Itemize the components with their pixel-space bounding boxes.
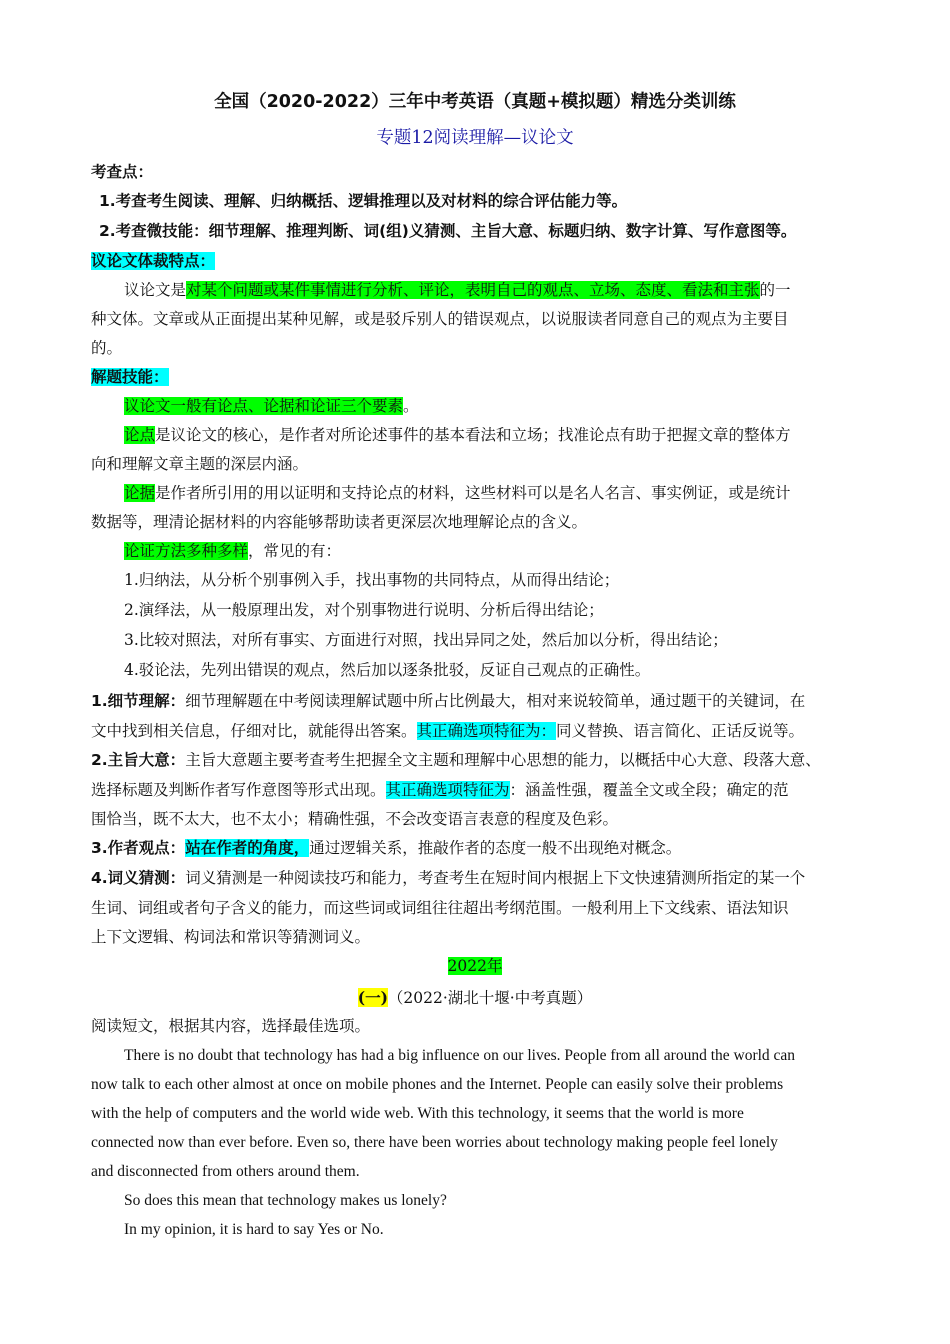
method-item-3: 3.比较对照法，对所有事实、方面进行对照，找出异同之处，然后加以分析，得出结论； (124, 631, 728, 649)
genre-paragraph-line-2: 种文体。文章或从正面提出某种见解，或是驳斥别人的错误观点，以说服读者同意自己的观点为主要目 (91, 310, 789, 328)
document-subtitle: 专题12阅读理解—议论文 (376, 128, 574, 148)
lundian-text: 是议论文的核心，是作者对所论述事件的基本看法和立场；找准论点有助于把握文章的整体方 (155, 426, 791, 444)
methods-text: ，常见的有： (248, 542, 342, 560)
skills-text: 。 (403, 397, 419, 415)
skills-elements (124, 392, 871, 421)
type-2-text: 选择标题及判断作者写作意图等形式出现。 (91, 781, 386, 799)
genre-label: 议论文体裁特点： (91, 252, 216, 270)
lunju-line-2: 数据等，理清论据材料的内容能够帮助读者更深层次地理解论点的含义。 (91, 513, 588, 531)
genre-heading (91, 247, 871, 276)
genre-text: 的一 (759, 281, 791, 299)
method-item-2: 2.演绎法，从一般原理出发，对个别事物进行说明、分析后得出结论； (124, 601, 604, 619)
document-title: 全国（2020-2022）三年中考英语（真题+模拟题）精选分类训练 (214, 92, 736, 112)
passage-line-2: now talk to each other almost at once on mobile phones and the Internet. People can easily solve their problems (91, 1076, 784, 1093)
type-1-text: 细节理解题在中考阅读理解试题中所占比例最大，相对来说较简单，通过题干的关键词，在 (185, 692, 806, 710)
type-1-highlight: 其正确选项特征为： (416, 722, 557, 740)
instruction-text: 阅读短文，根据其内容，选择最佳选项。 (91, 1017, 371, 1035)
type-3-label: 3.作者观点： (91, 839, 186, 857)
type-3-text: 通过逻辑关系，推敲作者的态度一般不出现绝对概念。 (309, 839, 682, 857)
genre-paragraph-line-1 (124, 276, 871, 305)
lundian-line-1 (124, 421, 871, 450)
lundian-highlight: 论点 (124, 426, 156, 444)
type-4-line-3: 上下文逻辑、构词法和常识等猜测词义。 (91, 928, 371, 946)
kaochadian-label: 考查点： (91, 163, 154, 181)
skills-heading (91, 363, 871, 392)
kaochadian-point-2: 2.考查微技能：细节理解、推理判断、词(组)义猜测、主旨大意、标题归纳、数字计算、写作意图等。 (99, 222, 797, 240)
type-4-line-2: 生词、词组或者句子含义的能力，而这些词或词组往往超出考纲范围。一般利用上下文线索、语法知识 (91, 899, 789, 917)
passage-line-6: So does this mean that technology makes us lonely? (124, 1192, 447, 1209)
type-2-text: 主旨大意题主要考查考生把握全文主题和理解中心思想的能力，以概括中心大意、段落大意、 (185, 751, 821, 769)
type-2-highlight: 其正确选项特征为 (385, 781, 510, 799)
skills-label: 解题技能： (91, 368, 169, 386)
genre-text: 议论文是 (124, 281, 187, 299)
type-1-line-1 (91, 687, 871, 716)
question-number: (一) (357, 988, 388, 1007)
type-1-text: 文中找到相关信息，仔细对比，就能得出答案。 (91, 722, 417, 740)
type-1-text: 同义替换、语言简化、正话反说等。 (556, 722, 805, 740)
type-2-line-2 (91, 776, 871, 805)
skills-elements-highlight: 议论文一般有论点、论据和论证三个要素 (124, 397, 404, 415)
type-4-text: 词义猜测是一种阅读技巧和能力，考查考生在短时间内根据上下文快速猜测所指定的某一个 (185, 869, 806, 887)
year-label: 2022年 (447, 957, 503, 975)
question-source (0, 983, 950, 1013)
type-2-label: 2.主旨大意： (91, 751, 186, 769)
passage-line-1: There is no doubt that technology has had a big influence on our lives. People from all around the world can (124, 1047, 796, 1064)
method-item-1: 1.归纳法，从分析个别事例入手，找出事物的共同特点，从而得出结论； (124, 571, 620, 589)
type-3-line-1 (91, 834, 871, 863)
type-2-text: ：涵盖性强，覆盖全文或全段；确定的范 (509, 781, 789, 799)
method-item-4: 4.驳论法，先列出错误的观点，然后加以逐条批驳，反证自己观点的正确性。 (124, 661, 651, 679)
type-4-line-1 (91, 864, 871, 893)
source-text: （2022·湖北十堰·中考真题） (387, 989, 593, 1007)
type-2-line-1 (91, 746, 871, 775)
methods-highlight: 论证方法多种多样 (124, 542, 249, 560)
year-heading (0, 952, 950, 981)
type-3-highlight: 站在作者的角度， (185, 839, 310, 857)
type-2-line-3: 围恰当，既不太大，也不太小；精确性强，不会改变语言表意的程度及色彩。 (91, 810, 619, 828)
type-1-line-2 (91, 717, 871, 746)
lunju-text: 是作者所引用的用以证明和支持论点的材料，这些材料可以是名人名言、事实例证，或是统计 (155, 484, 791, 502)
kaochadian-point-1: 1.考查考生阅读、理解、归纳概括、逻辑推理以及对材料的综合评估能力等。 (99, 192, 628, 210)
type-1-label: 1.细节理解： (91, 692, 186, 710)
type-4-label: 4.词义猜测： (91, 869, 186, 887)
passage-line-5: and disconnected from others around them. (91, 1163, 360, 1180)
lunju-line-1 (124, 479, 871, 508)
passage-line-7: In my opinion, it is hard to say Yes or No. (124, 1221, 384, 1238)
methods-intro (124, 537, 871, 566)
genre-paragraph-line-3: 的。 (91, 339, 123, 357)
genre-highlight: 对某个问题或某件事情进行分析、评论，表明自己的观点、立场、态度、看法和主张 (186, 281, 760, 299)
passage-line-3: with the help of computers and the world wide web. With this technology, it seems that the world is more (91, 1105, 744, 1122)
passage-line-4: connected now than ever before. Even so, there have been worries about technology making people feel lonely (91, 1134, 778, 1151)
lundian-line-2: 向和理解文章主题的深层内涵。 (91, 455, 309, 473)
lunju-highlight: 论据 (124, 484, 156, 502)
